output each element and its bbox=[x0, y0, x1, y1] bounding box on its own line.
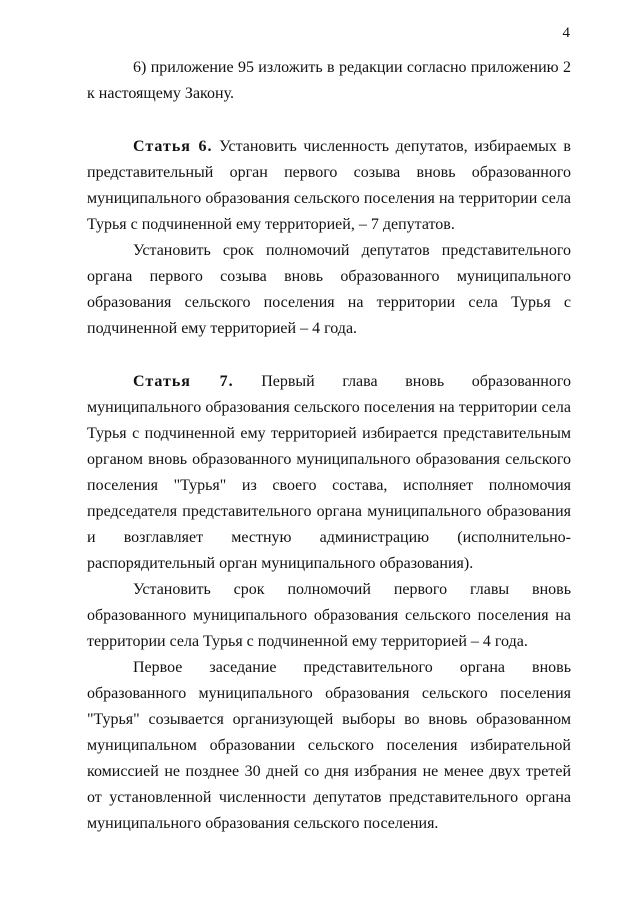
article-6-heading: Статья 6. bbox=[133, 138, 213, 155]
document-body bbox=[87, 55, 571, 837]
paragraph-appendix-95: 6) приложение 95 изложить в редакции согласно приложению 2 к настоящему Закону. bbox=[87, 59, 571, 102]
article-7-paragraph bbox=[87, 369, 571, 577]
article-7-first-meeting-paragraph: Первое заседание представительного органа вновь образованного муниципального образования сельского поселения "Турья" созывается организующей выборы во вновь образованном муниципальном образовании сельского поселения избирательной комиссией не позднее 30 дней со дня избрания не менее двух третей от установленной численности депутатов представительного органа муниципального образования сельского поселения. bbox=[87, 659, 571, 832]
article-6-term-paragraph: Установить срок полномочий депутатов представительного органа первого созыва вновь образованного муниципального образования сельского поселения на территории села Турья с подчиненной ему территорией – 4 года. bbox=[87, 242, 571, 337]
article-6-paragraph bbox=[87, 134, 571, 238]
page-number: 4 bbox=[562, 25, 570, 41]
article-7-heading: Статья 7. bbox=[133, 373, 234, 390]
article-6-text: Установить численность депутатов, избираемых в представительный орган первого созыва вновь образованного муниципального образования сельского поселения на территории села Турья с подчиненной ему территорией, – 7 депутатов. bbox=[87, 138, 571, 233]
article-7-text: Первый глава вновь образованного муниципального образования сельского поселения на территории села Турья с подчиненной ему территорией избирается представительным органом вновь образованного муниципального образования сельского поселения "Турья" из своего состава, исполняет полномочия председателя представительного органа муниципального образования и возглавляет местную администрацию (исполнительно-распорядительный орган муниципального образования). bbox=[87, 373, 571, 572]
article-7-term-paragraph: Установить срок полномочий первого главы вновь образованного муниципального образования сельского поселения на территории села Турья с подчиненной ему территорией – 4 года. bbox=[87, 581, 571, 650]
